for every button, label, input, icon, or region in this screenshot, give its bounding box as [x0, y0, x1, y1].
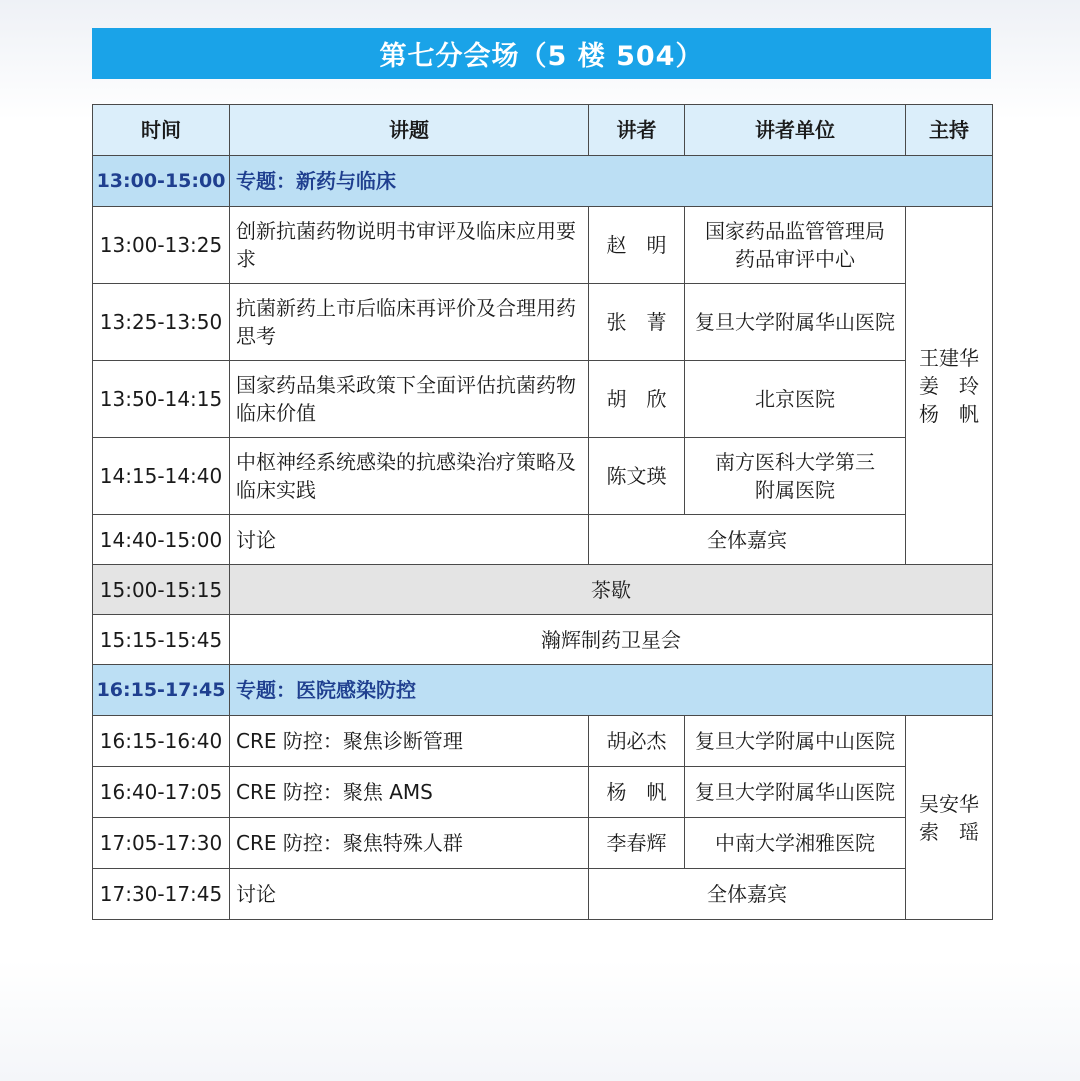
table-header-row — [93, 105, 993, 156]
moderator-name: 王建华 — [919, 345, 979, 370]
table-row-satellite — [93, 615, 993, 665]
break-label: 茶歇 — [230, 565, 993, 615]
row-topic: 国家药品集采政策下全面评估抗菌药物临床价值 — [230, 361, 589, 438]
session-title: 第七分会场（5 楼 504） — [379, 41, 704, 72]
satellite-label: 瀚辉制药卫星会 — [230, 615, 993, 665]
row-time: 14:15-14:40 — [93, 438, 230, 515]
row-topic: CRE 防控：聚焦诊断管理 — [230, 716, 589, 767]
row-topic: 创新抗菌药物说明书审评及临床应用要求 — [230, 207, 589, 284]
row-time: 16:15-16:40 — [93, 716, 230, 767]
row-speaker: 张 菁 — [589, 284, 685, 361]
row-unit: 中南大学湘雅医院 — [685, 818, 906, 869]
header-topic: 讲题 — [230, 105, 589, 156]
row-topic: 抗菌新药上市后临床再评价及合理用药思考 — [230, 284, 589, 361]
row-time: 13:25-13:50 — [93, 284, 230, 361]
table-row-discussion — [93, 515, 993, 565]
row-time: 17:30-17:45 — [93, 869, 230, 920]
row-speaker: 杨 帆 — [589, 767, 685, 818]
table-row — [93, 716, 993, 767]
moderator-name: 吴安华 — [919, 791, 979, 816]
moderator-name: 索 瑶 — [919, 819, 979, 844]
row-unit: 复旦大学附属华山医院 — [685, 284, 906, 361]
table-row — [93, 438, 993, 515]
topic-time: 16:15-17:45 — [93, 665, 230, 716]
satellite-time: 15:15-15:45 — [93, 615, 230, 665]
table-row — [93, 361, 993, 438]
row-time: 16:40-17:05 — [93, 767, 230, 818]
break-time: 15:00-15:15 — [93, 565, 230, 615]
row-topic: 中枢神经系统感染的抗感染治疗策略及临床实践 — [230, 438, 589, 515]
table-row-break — [93, 565, 993, 615]
row-time: 14:40-15:00 — [93, 515, 230, 565]
row-speaker: 全体嘉宾 — [589, 515, 906, 565]
row-speaker: 胡必杰 — [589, 716, 685, 767]
table-row — [93, 207, 993, 284]
row-topic: 讨论 — [230, 515, 589, 565]
schedule-table — [92, 104, 993, 920]
row-unit: 复旦大学附属华山医院 — [685, 767, 906, 818]
header-unit: 讲者单位 — [685, 105, 906, 156]
table-row — [93, 767, 993, 818]
row-speaker: 李春辉 — [589, 818, 685, 869]
topic-title: 专题：医院感染防控 — [230, 665, 993, 716]
row-speaker: 胡 欣 — [589, 361, 685, 438]
row-unit: 南方医科大学第三附属医院 — [685, 438, 906, 515]
topic-time: 13:00-15:00 — [93, 156, 230, 207]
header-speaker: 讲者 — [589, 105, 685, 156]
table-row — [93, 818, 993, 869]
row-time: 17:05-17:30 — [93, 818, 230, 869]
row-topic: CRE 防控：聚焦特殊人群 — [230, 818, 589, 869]
header-host: 主持 — [906, 105, 993, 156]
topic-row-new-drugs — [93, 156, 993, 207]
moderator-name: 姜 玲 — [919, 373, 979, 398]
topic-row-infection-control — [93, 665, 993, 716]
table-row-discussion — [93, 869, 993, 920]
row-unit: 复旦大学附属中山医院 — [685, 716, 906, 767]
moderators-block2 — [906, 716, 993, 920]
session-title-banner — [92, 28, 991, 79]
topic-title: 专题：新药与临床 — [230, 156, 993, 207]
row-speaker: 赵 明 — [589, 207, 685, 284]
row-topic: 讨论 — [230, 869, 589, 920]
row-time: 13:00-13:25 — [93, 207, 230, 284]
row-time: 13:50-14:15 — [93, 361, 230, 438]
row-unit: 国家药品监管管理局药品审评中心 — [685, 207, 906, 284]
table-row — [93, 284, 993, 361]
row-speaker: 全体嘉宾 — [589, 869, 906, 920]
moderators-block1 — [906, 207, 993, 565]
header-time: 时间 — [93, 105, 230, 156]
row-unit: 北京医院 — [685, 361, 906, 438]
moderator-name: 杨 帆 — [919, 401, 979, 426]
row-speaker: 陈文瑛 — [589, 438, 685, 515]
row-topic: CRE 防控：聚焦 AMS — [230, 767, 589, 818]
